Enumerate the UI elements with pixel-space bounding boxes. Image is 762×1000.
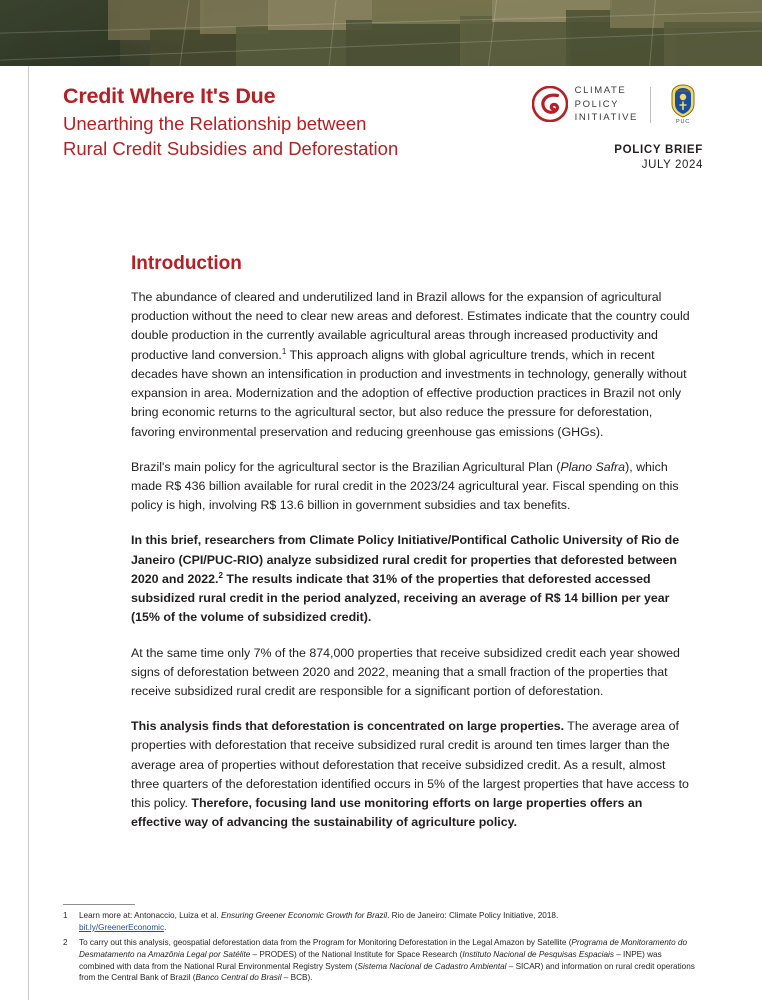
cpi-wordmark-line1: CLIMATE: [574, 85, 627, 97]
footnote-1-text-b: . Rio de Janeiro: Climate Policy Initiative, 2018.: [387, 911, 559, 920]
puc-label-text: PUC: [675, 119, 690, 125]
footnote-number: 2: [63, 938, 68, 948]
logo-group: [532, 84, 703, 125]
cpi-wordmark: [575, 84, 638, 124]
hero-aerial-photo: [0, 0, 762, 66]
page-title: Credit Where It's Due: [63, 84, 276, 108]
logo-divider: [650, 87, 651, 123]
paragraph-5-bold-close: Therefore, focusing land use monitoring efforts on large properties offers an effective way of advancing the sustainability of agriculture policy.: [131, 796, 643, 830]
footnote-ref-1[interactable]: 1: [281, 346, 287, 356]
paragraph-3-text-b: The results indicate that 31% of the properties that deforested accessed subsidized rural credit in the period analyzed, receiving an average of R$ 14 billion per year (15% of the volume of subsidized credit).: [131, 571, 670, 625]
paragraph-5-bold-lead: This analysis finds that deforestation is concentrated on large properties.: [131, 719, 565, 734]
footnote-2-text-a: To carry out this analysis, geospatial deforestation data from the Program for Monitoring Deforestation in the Legal Amazon by Satellite (: [79, 938, 572, 948]
footnote-item: [63, 937, 697, 984]
brief-type-label: POLICY BRIEF: [614, 144, 703, 156]
paragraph-3-highlight: [131, 531, 693, 627]
brief-date-label: JULY 2024: [641, 159, 703, 171]
footnote-list: [63, 910, 697, 988]
footnote-separator: [63, 904, 135, 905]
footnote-2-italic-a: Programa de Monitoramento do Desmatamento na Amazônia Legal por Satélite: [79, 938, 688, 959]
footnote-1-text-a: Learn more at: Antonaccio, Luiza et al.: [79, 911, 222, 920]
paragraph-4: At the same time only 7% of the 874,000 properties that receive subsidized credit each year showed signs of deforestation between 2020 and 2022, meaning that a small fraction of the properties that receive subsidized rural credit are responsible for a significant portion of deforestation.: [131, 645, 680, 698]
hero-field-patch: [664, 22, 762, 66]
page-subtitle-line1: Unearthing the Relationship between: [63, 113, 367, 135]
footnote-text: [79, 937, 697, 984]
body-copy: [131, 288, 693, 848]
footnote-item: [63, 910, 697, 933]
footnote-1-italic: Ensuring Greener Economic Growth for Brazil: [221, 911, 388, 920]
paragraph-5: [131, 717, 693, 832]
footnote-2-italic-c: Sistema Nacional de Cadastro Ambiental: [357, 961, 507, 971]
footnote-1-link[interactable]: bit.ly/GreenerEconomic: [79, 922, 165, 932]
footnote-2-text-c: – INPE) was combined with data from the National Rural Environmental Registry System (: [79, 949, 662, 971]
paragraph-5-normal: The average area of properties with deforestation that receive subsidized rural credit is around ten times larger than the average area of properties without deforestation that receive subsidized credit. As a result, almost three quarters of the deforestation identified occurs in 5% of the largest properties that have access to this policy.: [131, 719, 689, 811]
page-subtitle-line2: Rural Credit Subsidies and Deforestation: [63, 137, 399, 159]
paragraph-2: [131, 458, 693, 516]
footnote-2-text-d: – SICAR) and information on rural credit operations from the Central Bank of Brazil (: [79, 961, 695, 983]
cpi-wordmark-line2: POLICY: [574, 98, 620, 110]
puc-crest-icon: [669, 84, 697, 118]
puc-rio-logo: [663, 84, 703, 125]
footnote-2-italic-b: Instituto Nacional de Pesquisas Espaciais: [462, 949, 614, 959]
brief-meta: [614, 144, 703, 171]
paragraph-3-text-a: In this brief, researchers from Climate Policy Initiative/Pontifical Catholic University of Rio de Janeiro (CPI/PUC-RIO) analyze subsidized rural credit for properties that deforested between 2020 and 2022.: [131, 533, 680, 586]
footnote-2-text-b: – PRODES) of the National Institute for Space Research (: [250, 949, 463, 959]
footnote-1-text-c: .: [164, 922, 167, 932]
paragraph-1: [131, 288, 693, 442]
paragraph-2-text-a: Brazil's main policy for the agricultural sector is the Brazilian Agricultural Plan (: [131, 459, 561, 474]
paragraph-1-text: The abundance of cleared and underutilized land in Brazil allows for the expansion of agricultural production without the need to clear new areas and deforest. Estimates indicate that the country could double production in the currently available agricultural areas through increased productivity and productive land conversion.: [131, 290, 690, 362]
cpi-swirl-icon: [532, 86, 568, 122]
paragraph-1-continued: This approach aligns with global agriculture trends, which in recent decades have shown an intensification in production and investments in technology, generally without expansion in area. Modernization and the adoption of effective production practices in Brazil not only bring economic returns to the agricultural sector, but also reduce the pressure for deforestation, favoring environmental preservation and reducing greenhouse gas emissions (GHGs).: [131, 347, 687, 439]
footnote-ref-2[interactable]: 2: [218, 570, 223, 580]
footnote-number: 1: [63, 911, 68, 920]
cpi-wordmark-line3: INITIATIVE: [574, 112, 638, 124]
document-header: [63, 84, 703, 194]
section-heading-introduction: Introduction: [131, 253, 242, 274]
hero-field-patch: [150, 30, 236, 66]
footnote-text: [79, 910, 697, 933]
footnote-2-italic-d: Banco Central do Brasil: [195, 973, 282, 983]
left-margin-rule: [28, 66, 29, 1000]
puc-label: [663, 119, 703, 125]
cpi-logo: [532, 84, 638, 124]
footnote-2-text-e: – BCB).: [281, 973, 313, 983]
paragraph-2-text-b: ), which made R$ 436 billion available for rural credit in the 2023/24 agricultural year. Fiscal spending on this policy is high, involving R$ 13.6 billion in government subsidies and tax benefits.: [131, 459, 679, 513]
paragraph-2-italic: Plano Safra: [560, 459, 626, 474]
